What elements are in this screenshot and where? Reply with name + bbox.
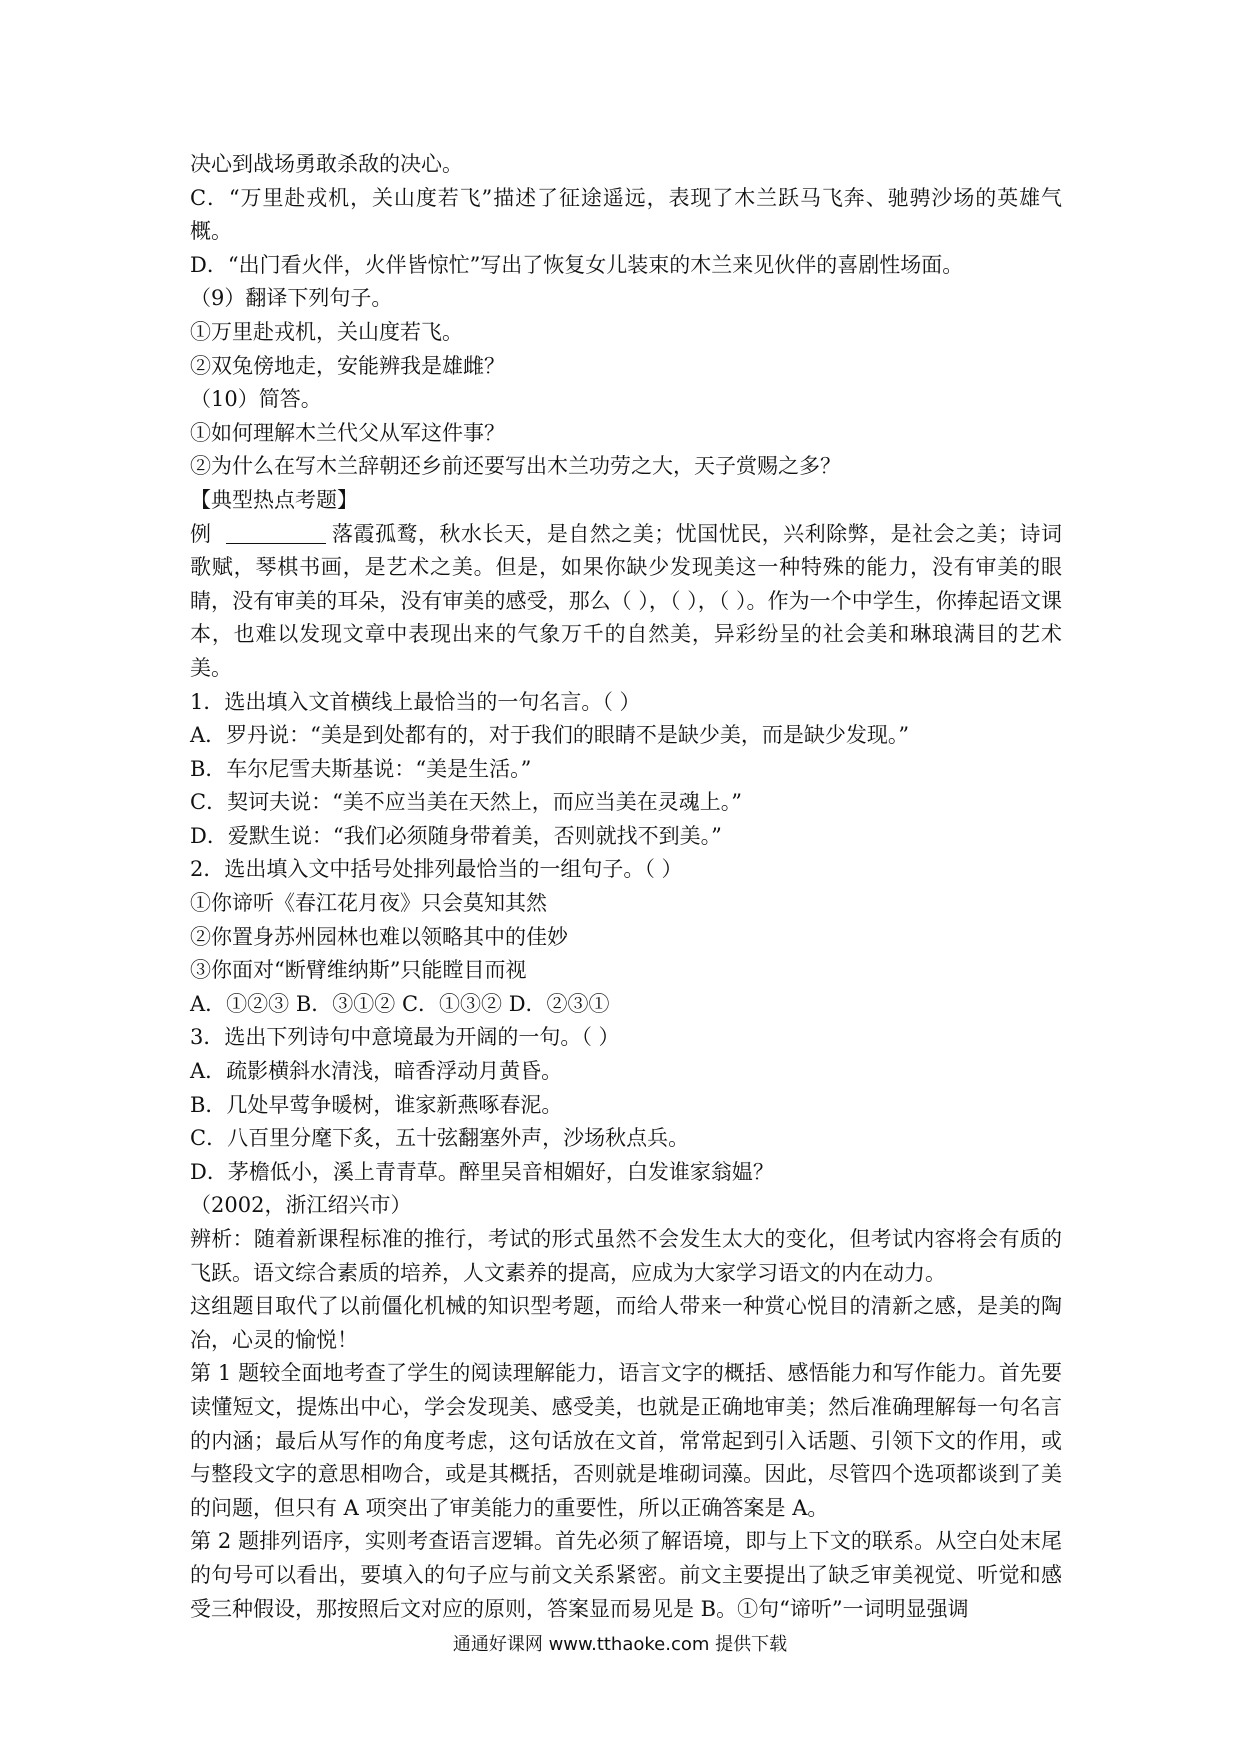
- source-note: （2002，浙江绍兴市）: [190, 1193, 412, 1218]
- q2-options: A．①②③ B．③①② C．①③② D．②③①: [190, 991, 610, 1016]
- question-9-heading: （9）翻译下列句子。: [190, 286, 393, 311]
- analysis-paragraph-2: 这组题目取代了以前僵化机械的知识型考题，而给人带来一种赏心悦目的清新之感，是美的陶冶，心灵的愉悦！: [190, 1294, 1062, 1352]
- example-label: 例: [190, 521, 212, 546]
- q2-sentence-1: ①你谛听《春江花月夜》只会莫知其然: [190, 891, 547, 916]
- analysis-paragraph-1: 辨析：随着新课程标准的推行，考试的形式虽然不会发生太大的变化，但考试内容将会有质的飞跃。语文综合素质的培养，人文素养的提高，应成为大家学习语文的内在动力。: [190, 1227, 1062, 1285]
- q3-option-d: D．茅檐低小，溪上青青草。醉里吴音相媚好，白发谁家翁媪？: [190, 1159, 774, 1184]
- question-2: 2．选出填入文中括号处排列最恰当的一组句子。（ ）: [190, 857, 683, 882]
- translate-sentence-1: ①万里赴戎机，关山度若飞。: [190, 319, 463, 344]
- q1-option-b: B．车尔尼雪夫斯基说：“美是生活。”: [190, 756, 532, 781]
- document-body: [190, 148, 1062, 1626]
- example-paragraph: [190, 518, 1062, 686]
- option-d-line: D．“出门看火伴，火伴皆惊忙”写出了恢复女儿装束的木兰来见伙伴的喜剧性场面。: [190, 252, 964, 277]
- analysis-paragraph-4: 第 2 题排列语序，实则考查语言逻辑。首先必须了解语境，即与上下文的联系。从空白处末尾的句号可以看出，要填入的句子应与前文关系紧密。前文主要提出了缺乏审美视觉、听觉和感受三种假设，那按照后文对应的原则，答案显而易见是 B。①句“谛听”一词明显强调: [190, 1529, 1062, 1621]
- section-heading: 【典型热点考题】: [190, 487, 358, 512]
- q3-option-a: A．疏影横斜水清浅，暗香浮动月黄昏。: [190, 1059, 563, 1084]
- q1-option-a: A．罗丹说：“美是到处都有的，对于我们的眼睛不是缺少美，而是缺少发现。”: [190, 723, 910, 748]
- question-10-heading: （10）简答。: [190, 387, 322, 412]
- question-3: 3．选出下列诗句中意境最为开阔的一句。（ ）: [190, 1025, 620, 1050]
- option-c-line: C．“万里赴戎机，关山度若飞”描述了征途遥远，表现了木兰跃马飞奔、驰骋沙场的英雄气概。: [190, 185, 1062, 244]
- example-text: 落霞孤鹜，秋水长天，是自然之美；忧国忧民，兴利除弊，是社会之美；诗词歌赋，琴棋书画，是艺术之美。但是，如果你缺少发现美这一种特殊的能力，没有审美的眼睛，没有审美的耳朵，没有审美的感受，那么（ ），（ ），（ ）。作为一个中学生，你捧起语文课本，也难以发现文章中表现出来的气象万千的自然美，异彩纷呈的社会美和琳琅满目的艺术美。: [190, 521, 1063, 680]
- analysis-paragraph-3: 第 1 题较全面地考查了学生的阅读理解能力，语言文字的概括、感悟能力和写作能力。首先要读懂短文，提炼出中心，学会发现美、感受美，也就是正确地审美；然后准确理解每一句名言的内涵；最后从写作的角度考虑，这句话放在文首，常常起到引入话题、引领下文的作用，或与整段文字的意思相吻合，或是其概括，否则就是堆砌词藻。因此，尽管四个选项都谈到了美的问题，但只有 A 项突出了审美能力的重要性，所以正确答案是 A。: [190, 1361, 1062, 1520]
- short-answer-2: ②为什么在写木兰辞朝还乡前还要写出木兰功劳之大，天子赏赐之多？: [190, 454, 841, 479]
- text-line: 决心到战场勇敢杀敌的决心。: [190, 152, 463, 176]
- short-answer-1: ①如何理解木兰代父从军这件事？: [190, 420, 505, 445]
- q1-option-d: D．爱默生说：“我们必须随身带着美，否则就找不到美。”: [190, 823, 722, 848]
- page-footer: 通通好课网 www.tthaoke.com 提供下载: [452, 1634, 788, 1655]
- q2-sentence-3: ③你面对“断臂维纳斯”只能瞠目而视: [190, 958, 527, 983]
- q3-option-b: B．几处早莺争暖树，谁家新燕啄春泥。: [190, 1092, 563, 1117]
- translate-sentence-2: ②双兔傍地走，安能辨我是雄雌？: [190, 353, 505, 378]
- q1-option-c: C．契诃夫说：“美不应当美在天然上，而应当美在灵魂上。”: [190, 790, 743, 815]
- fill-blank: [226, 523, 326, 544]
- q3-option-c: C．八百里分麾下炙，五十弦翻塞外声，沙场秋点兵。: [190, 1126, 690, 1151]
- question-1: 1．选出填入文首横线上最恰当的一句名言。（ ）: [190, 689, 641, 714]
- q2-sentence-2: ②你置身苏州园林也难以领略其中的佳妙: [190, 924, 568, 949]
